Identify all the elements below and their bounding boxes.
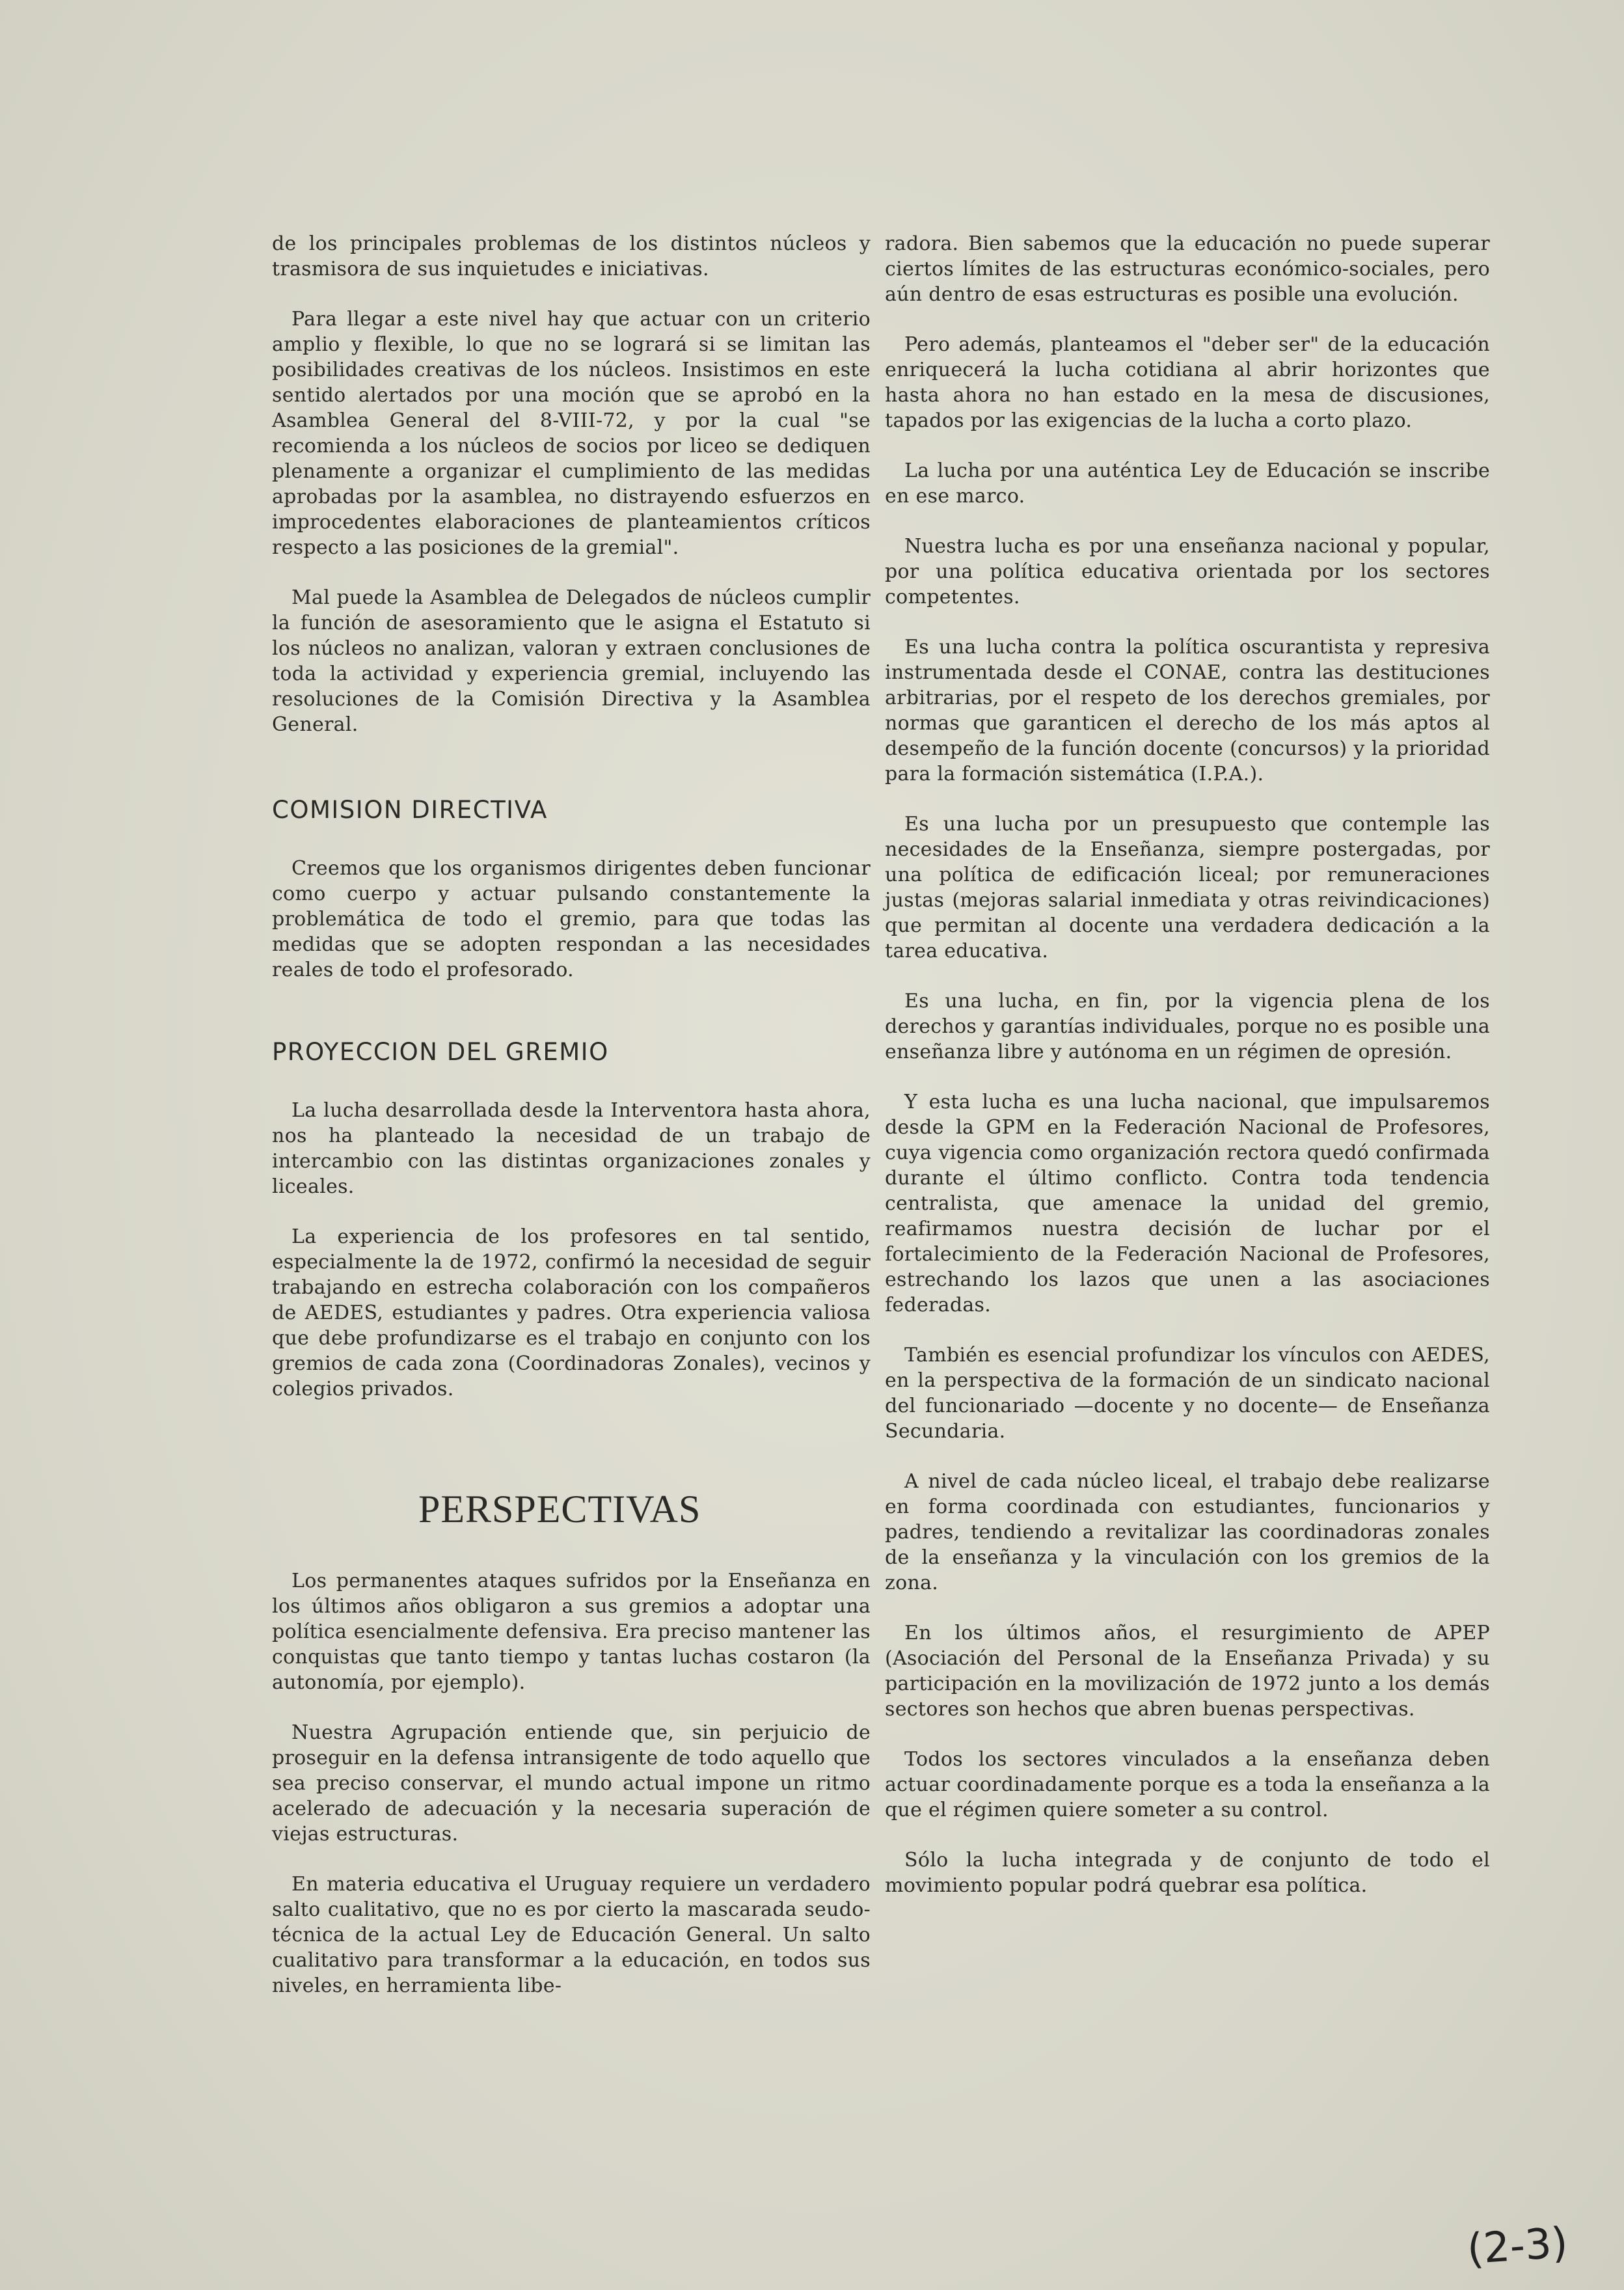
paragraph: La experiencia de los profesores en tal sentido, especialmente la de 1972, confirmó la necesidad de seguir trabajando en estrecha colaboración con los compañeros de AEDES, estudiantes y padres. Otra experiencia valiosa que debe profundizarse es el trabajo en conjunto con los gremios de cada zona (Coordinadoras Zonales), vecinos y colegios privados. [272, 1225, 871, 1400]
paragraph: Es una lucha por un presupuesto que contemple las necesidades de la Enseñanza, siempre postergadas, por una política de edificación liceal; por remuneraciones justas (mejoras salarial inmediata y otras reivindicaciones) que permitan al docente una verdadera dedicación a la tarea educativa. [885, 813, 1490, 962]
paragraph: La lucha por una auténtica Ley de Educación se inscribe en ese marco. [885, 459, 1490, 508]
paragraph: radora. Bien sabemos que la educación no puede superar ciertos límites de las estructuras económico-sociales, pero aún dentro de esas estructuras es posible una evolución. [885, 232, 1490, 306]
paragraph: En los últimos años, el resurgimiento de APEP (Asociación del Personal de la Enseñanza Privada) y su participación en la movilización de 1972 junto a los demás sectores son hechos que abren buenas perspectivas. [885, 1622, 1490, 1721]
paragraph: En materia educativa el Uruguay requiere un verdadero salto cualitativo, que no es por cierto la mascarada seudo-técnica de la actual Ley de Educación General. Un salto cualitativo para transformar a la educación, en todos sus niveles, en herramienta libe- [272, 1873, 871, 1997]
intro-section [272, 231, 871, 762]
paragraph: Nuestra lucha es por una enseñanza nacional y popular, por una política educativa orientada por los sectores competentes. [885, 535, 1490, 608]
paragraph: Para llegar a este nivel hay que actuar con un criterio amplio y flexible, lo que no se logrará si se limitan las posibilidades creativas de los núcleos. Insistimos en este sentido alertados por una moción que se aprobó en la Asamblea General del 8-VIII-72, y por la cual "se recomienda a los núcleos de socios por liceo se dediquen plenamente a organizar el cumplimiento de las medidas aprobadas por la asamblea, no distrayendo esfuerzos en improcedentes elaboraciones de planteamientos críticos respecto a las posiciones de la gremial". [272, 308, 871, 559]
paragraph: Es una lucha, en fin, por la vigencia plena de los derechos y garantías individuales, porque no es posible una enseñanza libre y autónoma en un régimen de opresión. [885, 990, 1490, 1063]
paragraph: También es esencial profundizar los vínculos con AEDES, en la perspectiva de la formación de un sindicato nacional del funcionariado —docente y no docente— de Enseñanza Secundaria. [885, 1344, 1490, 1443]
paragraph: Nuestra Agrupación entiende que, sin perjuicio de proseguir en la defensa intransigente de todo aquello que sea preciso conservar, el mundo actual impone un ritmo acelerado de adecuación y la necesaria superación de viejas estructuras. [272, 1721, 871, 1846]
proyeccion-section [272, 1098, 871, 1426]
heading-perspectivas: PERSPECTIVAS [418, 1488, 701, 1531]
paragraph: Es una lucha contra la política oscurantista y represiva instrumentada desde el CONAE, contra las destituciones arbitrarias, por el respeto de los derechos gremiales, por normas que garanticen el derecho de los más aptos al desempeño de la función docente (concursos) y la prioridad para la formación sistemática (I.P.A.). [885, 636, 1490, 785]
paragraph: Pero además, planteamos el "deber ser" de la educación enriquecerá la lucha cotidiana al abrir horizontes que hasta ahora no han estado en la mesa de discusiones, tapados por las exigencias de la lucha a corto plazo. [885, 333, 1490, 432]
paragraph: La lucha desarrollada desde la Interventora hasta ahora, nos ha planteado la necesidad de un trabajo de intercambio con las distintas organizaciones zonales y liceales. [272, 1099, 871, 1198]
paragraph: Todos los sectores vinculados a la enseñanza deben actuar coordinadamente porque es a toda la enseñanza a la que el régimen quiere someter a su control. [885, 1748, 1490, 1821]
comision-section [272, 856, 871, 1007]
handwritten-page-number: (2-3) [1465, 2218, 1569, 2274]
paragraph: Sólo la lucha integrada y de conjunto de todo el movimiento popular podrá quebrar esa política. [885, 1849, 1490, 1897]
heading-proyeccion-del-gremio: PROYECCION DEL GREMIO [272, 1038, 609, 1066]
paragraph: de los principales problemas de los distintos núcleos y trasmisora de sus inquietudes e iniciativas. [272, 232, 871, 280]
paragraph: Los permanentes ataques sufridos por la Enseñanza en los últimos años obligaron a sus gremios a adoptar una política esencialmente defensiva. Era preciso mantener las conquistas que tanto tiempo y tantas luchas costaron (la autonomía, por ejemplo). [272, 1570, 871, 1694]
paragraph: Y esta lucha es una lucha nacional, que impulsaremos desde la GPM en la Federación Nacional de Profesores, cuya vigencia como organización rectora quedó confirmada durante el último conflicto. Contra toda tendencia centralista, que amenace la unidad del gremio, reafirmamos nuestra decisión de luchar por el fortalecimiento de la Federación Nacional de Profesores, estrechando los lazos que unen a las asociaciones federadas. [885, 1091, 1490, 1316]
heading-comision-directiva: COMISION DIRECTIVA [272, 796, 548, 824]
paragraph: Mal puede la Asamblea de Delegados de núcleos cumplir la función de asesoramiento que le asigna el Estatuto si los núcleos no analizan, valoran y extraen conclusiones de toda la actividad y experiencia gremial, incluyendo las resoluciones de la Comisión Directiva y la Asamblea General. [272, 586, 871, 736]
paragraph: A nivel de cada núcleo liceal, el trabajo debe realizarse en forma coordinada con estudiantes, funcionarios y padres, tendiendo a revitalizar las coordinadoras zonales de la enseñanza y la vinculación con los gremios de la zona. [885, 1470, 1490, 1594]
paragraph: Creemos que los organismos dirigentes deben funcionar como cuerpo y actuar pulsando constantemente la problemática de todo el gremio, para que todas las medidas que se adopten respondan a las necesidades reales de todo el profesorado. [272, 857, 871, 981]
right-column [885, 231, 1490, 1923]
perspectivas-section [272, 1568, 871, 2023]
